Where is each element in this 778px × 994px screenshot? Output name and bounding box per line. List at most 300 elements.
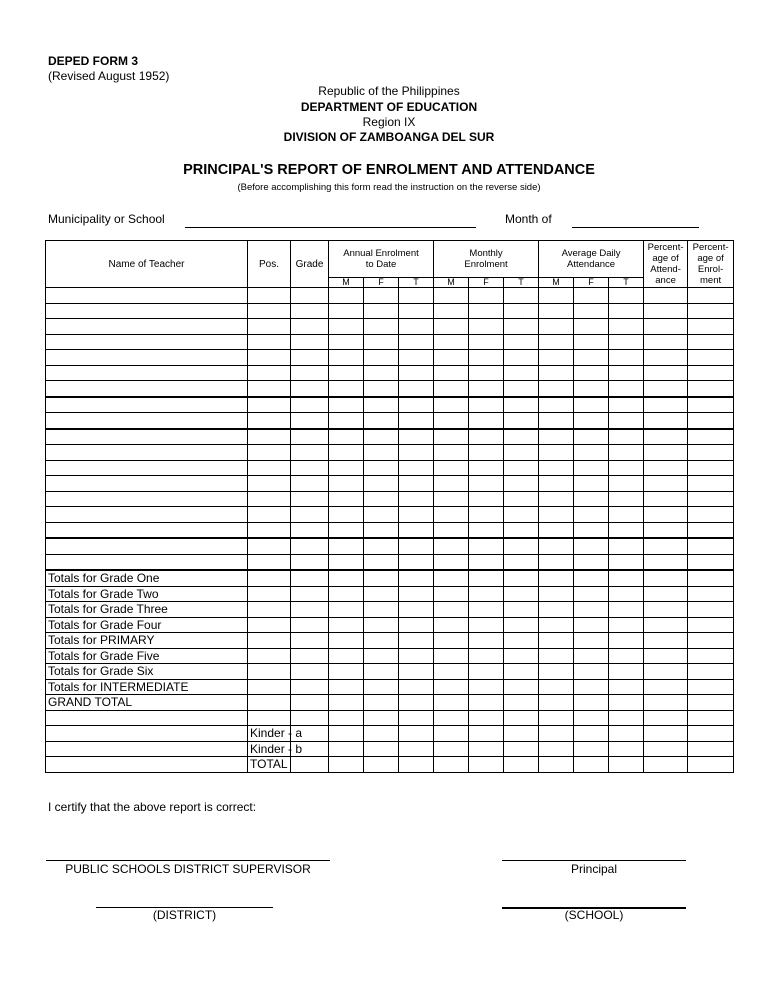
table-cell[interactable]	[248, 570, 291, 586]
table-cell[interactable]	[248, 350, 291, 366]
table-cell[interactable]	[609, 303, 644, 319]
table-cell[interactable]	[46, 538, 248, 554]
table-cell[interactable]	[609, 522, 644, 538]
table-cell[interactable]	[539, 460, 574, 476]
table-cell[interactable]	[248, 538, 291, 554]
table-cell[interactable]	[46, 476, 248, 492]
table-cell[interactable]	[291, 570, 329, 586]
table-cell[interactable]	[248, 460, 291, 476]
table-cell[interactable]	[609, 507, 644, 523]
table-cell[interactable]	[688, 350, 734, 366]
table-cell[interactable]	[644, 664, 688, 680]
table-cell[interactable]	[329, 648, 364, 664]
table-cell[interactable]	[329, 491, 364, 507]
table-cell[interactable]	[399, 491, 434, 507]
table-cell[interactable]	[688, 664, 734, 680]
table-cell[interactable]	[248, 429, 291, 445]
table-cell[interactable]	[574, 491, 609, 507]
table-cell[interactable]	[688, 538, 734, 554]
table-cell[interactable]	[46, 365, 248, 381]
table-cell[interactable]	[539, 429, 574, 445]
table-cell[interactable]	[688, 288, 734, 304]
table-cell[interactable]	[504, 429, 539, 445]
table-cell[interactable]	[644, 445, 688, 461]
table-cell[interactable]	[574, 679, 609, 695]
table-cell[interactable]	[364, 586, 399, 602]
table-cell[interactable]	[688, 334, 734, 350]
table-cell[interactable]	[434, 617, 469, 633]
table-cell[interactable]	[574, 648, 609, 664]
table-cell[interactable]	[291, 695, 329, 711]
table-cell[interactable]	[434, 522, 469, 538]
table-cell[interactable]	[364, 288, 399, 304]
table-cell[interactable]	[399, 586, 434, 602]
table-cell[interactable]	[644, 507, 688, 523]
table-cell[interactable]	[291, 365, 329, 381]
table-cell[interactable]	[609, 397, 644, 413]
table-cell[interactable]	[574, 710, 609, 726]
table-cell[interactable]	[574, 570, 609, 586]
table-cell[interactable]	[504, 695, 539, 711]
table-cell[interactable]	[469, 664, 504, 680]
table-cell[interactable]	[364, 429, 399, 445]
table-cell[interactable]	[364, 334, 399, 350]
table-cell[interactable]	[399, 445, 434, 461]
table-cell[interactable]	[539, 507, 574, 523]
table-cell[interactable]	[329, 554, 364, 570]
table-cell[interactable]	[248, 664, 291, 680]
table-cell[interactable]	[609, 491, 644, 507]
table-cell[interactable]	[434, 429, 469, 445]
table-cell[interactable]	[539, 350, 574, 366]
table-cell[interactable]	[434, 350, 469, 366]
table-cell[interactable]	[609, 381, 644, 397]
table-cell[interactable]	[329, 664, 364, 680]
table-cell[interactable]	[504, 538, 539, 554]
table-cell[interactable]	[434, 491, 469, 507]
table-cell[interactable]	[504, 413, 539, 429]
table-cell[interactable]	[539, 413, 574, 429]
table-cell[interactable]	[291, 491, 329, 507]
table-cell[interactable]	[434, 303, 469, 319]
table-cell[interactable]	[291, 413, 329, 429]
table-cell[interactable]	[539, 397, 574, 413]
table-cell[interactable]	[434, 726, 469, 742]
table-cell[interactable]	[609, 586, 644, 602]
table-cell[interactable]	[399, 695, 434, 711]
table-cell[interactable]	[609, 617, 644, 633]
table-cell[interactable]	[688, 319, 734, 335]
table-cell[interactable]	[688, 491, 734, 507]
table-cell[interactable]	[291, 648, 329, 664]
table-cell[interactable]	[688, 570, 734, 586]
table-cell[interactable]	[46, 381, 248, 397]
table-cell[interactable]	[329, 710, 364, 726]
table-cell[interactable]	[688, 445, 734, 461]
table-cell[interactable]	[434, 334, 469, 350]
table-cell[interactable]	[329, 757, 364, 773]
table-cell[interactable]	[434, 695, 469, 711]
table-cell[interactable]	[291, 334, 329, 350]
table-cell[interactable]	[248, 602, 291, 618]
table-cell[interactable]	[644, 429, 688, 445]
table-cell[interactable]	[539, 445, 574, 461]
table-cell[interactable]	[329, 319, 364, 335]
table-cell[interactable]	[248, 334, 291, 350]
table-cell[interactable]	[291, 381, 329, 397]
table-cell[interactable]	[539, 757, 574, 773]
table-cell[interactable]	[504, 491, 539, 507]
table-cell[interactable]	[248, 319, 291, 335]
table-cell[interactable]	[248, 617, 291, 633]
table-cell[interactable]	[504, 586, 539, 602]
table-cell[interactable]	[574, 554, 609, 570]
table-cell[interactable]	[469, 570, 504, 586]
table-cell[interactable]	[644, 695, 688, 711]
table-cell[interactable]	[291, 350, 329, 366]
table-cell[interactable]	[364, 741, 399, 757]
table-cell[interactable]	[504, 633, 539, 649]
table-cell[interactable]	[434, 570, 469, 586]
table-cell[interactable]	[574, 303, 609, 319]
table-cell[interactable]	[469, 445, 504, 461]
table-cell[interactable]	[364, 710, 399, 726]
table-cell[interactable]	[364, 679, 399, 695]
table-cell[interactable]	[469, 491, 504, 507]
table-cell[interactable]	[574, 460, 609, 476]
table-cell[interactable]	[644, 397, 688, 413]
table-cell[interactable]	[364, 303, 399, 319]
table-cell[interactable]	[364, 491, 399, 507]
table-cell[interactable]	[248, 476, 291, 492]
table-cell[interactable]	[539, 381, 574, 397]
table-cell[interactable]	[399, 350, 434, 366]
table-cell[interactable]	[644, 648, 688, 664]
table-cell[interactable]	[644, 350, 688, 366]
table-cell[interactable]	[329, 726, 364, 742]
principal-signature-line[interactable]	[502, 860, 686, 861]
table-cell[interactable]	[504, 460, 539, 476]
table-cell[interactable]	[364, 695, 399, 711]
table-cell[interactable]	[539, 633, 574, 649]
table-cell[interactable]	[291, 757, 329, 773]
table-cell[interactable]	[609, 741, 644, 757]
table-cell[interactable]	[688, 757, 734, 773]
table-cell[interactable]	[469, 365, 504, 381]
table-cell[interactable]	[504, 726, 539, 742]
table-cell[interactable]	[399, 460, 434, 476]
table-cell[interactable]	[688, 679, 734, 695]
table-cell[interactable]	[504, 757, 539, 773]
table-cell[interactable]	[291, 664, 329, 680]
table-cell[interactable]	[469, 350, 504, 366]
table-cell[interactable]	[329, 695, 364, 711]
table-cell[interactable]	[329, 522, 364, 538]
table-cell[interactable]	[688, 586, 734, 602]
table-cell[interactable]	[434, 413, 469, 429]
table-cell[interactable]	[688, 381, 734, 397]
table-cell[interactable]	[329, 679, 364, 695]
table-cell[interactable]	[574, 476, 609, 492]
table-cell[interactable]	[688, 303, 734, 319]
table-cell[interactable]	[539, 726, 574, 742]
table-cell[interactable]	[539, 538, 574, 554]
table-cell[interactable]	[434, 554, 469, 570]
table-cell[interactable]	[688, 365, 734, 381]
table-cell[interactable]	[46, 522, 248, 538]
table-cell[interactable]	[364, 617, 399, 633]
table-cell[interactable]	[329, 538, 364, 554]
table-cell[interactable]	[291, 460, 329, 476]
table-cell[interactable]	[291, 429, 329, 445]
table-cell[interactable]	[688, 507, 734, 523]
table-cell[interactable]	[504, 522, 539, 538]
table-cell[interactable]	[434, 538, 469, 554]
table-cell[interactable]	[469, 602, 504, 618]
table-cell[interactable]	[504, 664, 539, 680]
table-cell[interactable]	[688, 741, 734, 757]
table-cell[interactable]	[644, 602, 688, 618]
table-cell[interactable]	[469, 334, 504, 350]
table-cell[interactable]	[399, 476, 434, 492]
table-cell[interactable]	[469, 617, 504, 633]
table-cell[interactable]	[644, 522, 688, 538]
table-cell[interactable]	[539, 602, 574, 618]
table-cell[interactable]	[609, 365, 644, 381]
table-cell[interactable]	[434, 507, 469, 523]
table-cell[interactable]	[291, 476, 329, 492]
month-field[interactable]	[572, 227, 699, 228]
table-cell[interactable]	[46, 303, 248, 319]
table-cell[interactable]	[539, 570, 574, 586]
table-cell[interactable]	[609, 350, 644, 366]
table-cell[interactable]	[329, 303, 364, 319]
table-cell[interactable]	[609, 570, 644, 586]
table-cell[interactable]	[434, 476, 469, 492]
table-cell[interactable]	[434, 445, 469, 461]
table-cell[interactable]	[574, 319, 609, 335]
table-cell[interactable]	[469, 303, 504, 319]
table-cell[interactable]	[248, 365, 291, 381]
table-cell[interactable]	[291, 554, 329, 570]
table-cell[interactable]	[644, 381, 688, 397]
table-cell[interactable]	[644, 617, 688, 633]
table-cell[interactable]	[504, 710, 539, 726]
table-cell[interactable]	[248, 288, 291, 304]
table-cell[interactable]	[399, 633, 434, 649]
table-cell[interactable]	[364, 664, 399, 680]
table-cell[interactable]	[469, 741, 504, 757]
table-cell[interactable]	[46, 334, 248, 350]
table-cell[interactable]	[609, 538, 644, 554]
table-cell[interactable]	[434, 319, 469, 335]
table-cell[interactable]	[248, 710, 291, 726]
table-cell[interactable]	[504, 319, 539, 335]
table-cell[interactable]	[364, 554, 399, 570]
table-cell[interactable]	[688, 476, 734, 492]
table-cell[interactable]	[399, 554, 434, 570]
table-cell[interactable]	[469, 726, 504, 742]
table-cell[interactable]	[248, 397, 291, 413]
table-cell[interactable]	[291, 679, 329, 695]
table-cell[interactable]	[644, 476, 688, 492]
table-cell[interactable]	[248, 413, 291, 429]
table-cell[interactable]	[364, 507, 399, 523]
table-cell[interactable]	[434, 381, 469, 397]
table-cell[interactable]	[539, 334, 574, 350]
table-cell[interactable]	[539, 303, 574, 319]
table-cell[interactable]	[609, 602, 644, 618]
table-cell[interactable]	[329, 445, 364, 461]
table-cell[interactable]	[399, 602, 434, 618]
table-cell[interactable]	[329, 381, 364, 397]
table-cell[interactable]	[434, 365, 469, 381]
table-cell[interactable]	[644, 413, 688, 429]
table-cell[interactable]	[469, 413, 504, 429]
table-cell[interactable]	[364, 350, 399, 366]
table-cell[interactable]	[539, 648, 574, 664]
table-cell[interactable]	[46, 741, 248, 757]
table-cell[interactable]	[574, 350, 609, 366]
table-cell[interactable]	[291, 710, 329, 726]
table-cell[interactable]	[688, 710, 734, 726]
table-cell[interactable]	[469, 679, 504, 695]
table-cell[interactable]	[399, 429, 434, 445]
table-cell[interactable]	[364, 633, 399, 649]
table-cell[interactable]	[688, 617, 734, 633]
table-cell[interactable]	[574, 757, 609, 773]
table-cell[interactable]	[434, 586, 469, 602]
table-cell[interactable]	[46, 397, 248, 413]
table-cell[interactable]	[329, 476, 364, 492]
table-cell[interactable]	[609, 334, 644, 350]
table-cell[interactable]	[291, 586, 329, 602]
table-cell[interactable]	[688, 695, 734, 711]
table-cell[interactable]	[291, 303, 329, 319]
table-cell[interactable]	[434, 460, 469, 476]
table-cell[interactable]	[539, 586, 574, 602]
table-cell[interactable]	[609, 445, 644, 461]
table-cell[interactable]	[539, 476, 574, 492]
table-cell[interactable]	[364, 413, 399, 429]
table-cell[interactable]	[574, 445, 609, 461]
table-cell[interactable]	[364, 319, 399, 335]
table-cell[interactable]	[291, 507, 329, 523]
table-cell[interactable]	[364, 522, 399, 538]
table-cell[interactable]	[504, 397, 539, 413]
table-cell[interactable]	[644, 710, 688, 726]
table-cell[interactable]	[609, 554, 644, 570]
table-cell[interactable]	[644, 334, 688, 350]
table-cell[interactable]	[291, 538, 329, 554]
table-cell[interactable]	[434, 288, 469, 304]
table-cell[interactable]	[364, 397, 399, 413]
table-cell[interactable]	[364, 538, 399, 554]
table-cell[interactable]	[504, 554, 539, 570]
table-cell[interactable]	[46, 507, 248, 523]
table-cell[interactable]	[609, 648, 644, 664]
table-cell[interactable]	[644, 303, 688, 319]
table-cell[interactable]	[248, 507, 291, 523]
table-cell[interactable]	[469, 460, 504, 476]
table-cell[interactable]	[329, 334, 364, 350]
table-cell[interactable]	[399, 288, 434, 304]
table-cell[interactable]	[399, 538, 434, 554]
table-cell[interactable]	[609, 429, 644, 445]
table-cell[interactable]	[504, 741, 539, 757]
table-cell[interactable]	[399, 617, 434, 633]
table-cell[interactable]	[539, 679, 574, 695]
table-cell[interactable]	[434, 741, 469, 757]
table-cell[interactable]	[399, 319, 434, 335]
table-cell[interactable]	[248, 522, 291, 538]
table-cell[interactable]	[399, 726, 434, 742]
table-cell[interactable]	[46, 757, 248, 773]
table-cell[interactable]	[364, 476, 399, 492]
table-cell[interactable]	[248, 381, 291, 397]
table-cell[interactable]	[504, 350, 539, 366]
table-cell[interactable]	[644, 633, 688, 649]
table-cell[interactable]	[644, 726, 688, 742]
table-cell[interactable]	[574, 695, 609, 711]
table-cell[interactable]	[329, 413, 364, 429]
table-cell[interactable]	[504, 617, 539, 633]
table-cell[interactable]	[364, 460, 399, 476]
table-cell[interactable]	[504, 648, 539, 664]
table-cell[interactable]	[574, 586, 609, 602]
table-cell[interactable]	[329, 602, 364, 618]
table-cell[interactable]	[688, 413, 734, 429]
table-cell[interactable]	[609, 319, 644, 335]
table-cell[interactable]	[469, 538, 504, 554]
table-cell[interactable]	[329, 365, 364, 381]
table-cell[interactable]	[248, 679, 291, 695]
table-cell[interactable]	[364, 365, 399, 381]
table-cell[interactable]	[364, 648, 399, 664]
table-cell[interactable]	[469, 429, 504, 445]
table-cell[interactable]	[539, 319, 574, 335]
table-cell[interactable]	[574, 602, 609, 618]
table-cell[interactable]	[469, 554, 504, 570]
table-cell[interactable]	[399, 710, 434, 726]
table-cell[interactable]	[291, 319, 329, 335]
table-cell[interactable]	[609, 695, 644, 711]
table-cell[interactable]	[688, 397, 734, 413]
table-cell[interactable]	[291, 445, 329, 461]
table-cell[interactable]	[469, 710, 504, 726]
table-cell[interactable]	[644, 741, 688, 757]
table-cell[interactable]	[504, 679, 539, 695]
table-cell[interactable]	[399, 334, 434, 350]
table-cell[interactable]	[688, 554, 734, 570]
table-cell[interactable]	[609, 460, 644, 476]
municipality-field[interactable]	[185, 227, 476, 228]
table-cell[interactable]	[539, 710, 574, 726]
table-cell[interactable]	[399, 413, 434, 429]
table-cell[interactable]	[574, 413, 609, 429]
table-cell[interactable]	[574, 288, 609, 304]
table-cell[interactable]	[644, 586, 688, 602]
table-cell[interactable]	[644, 757, 688, 773]
table-cell[interactable]	[248, 648, 291, 664]
table-cell[interactable]	[399, 381, 434, 397]
table-cell[interactable]	[504, 288, 539, 304]
table-cell[interactable]	[574, 664, 609, 680]
table-cell[interactable]	[609, 413, 644, 429]
table-cell[interactable]	[504, 602, 539, 618]
table-cell[interactable]	[688, 429, 734, 445]
table-cell[interactable]	[46, 726, 248, 742]
